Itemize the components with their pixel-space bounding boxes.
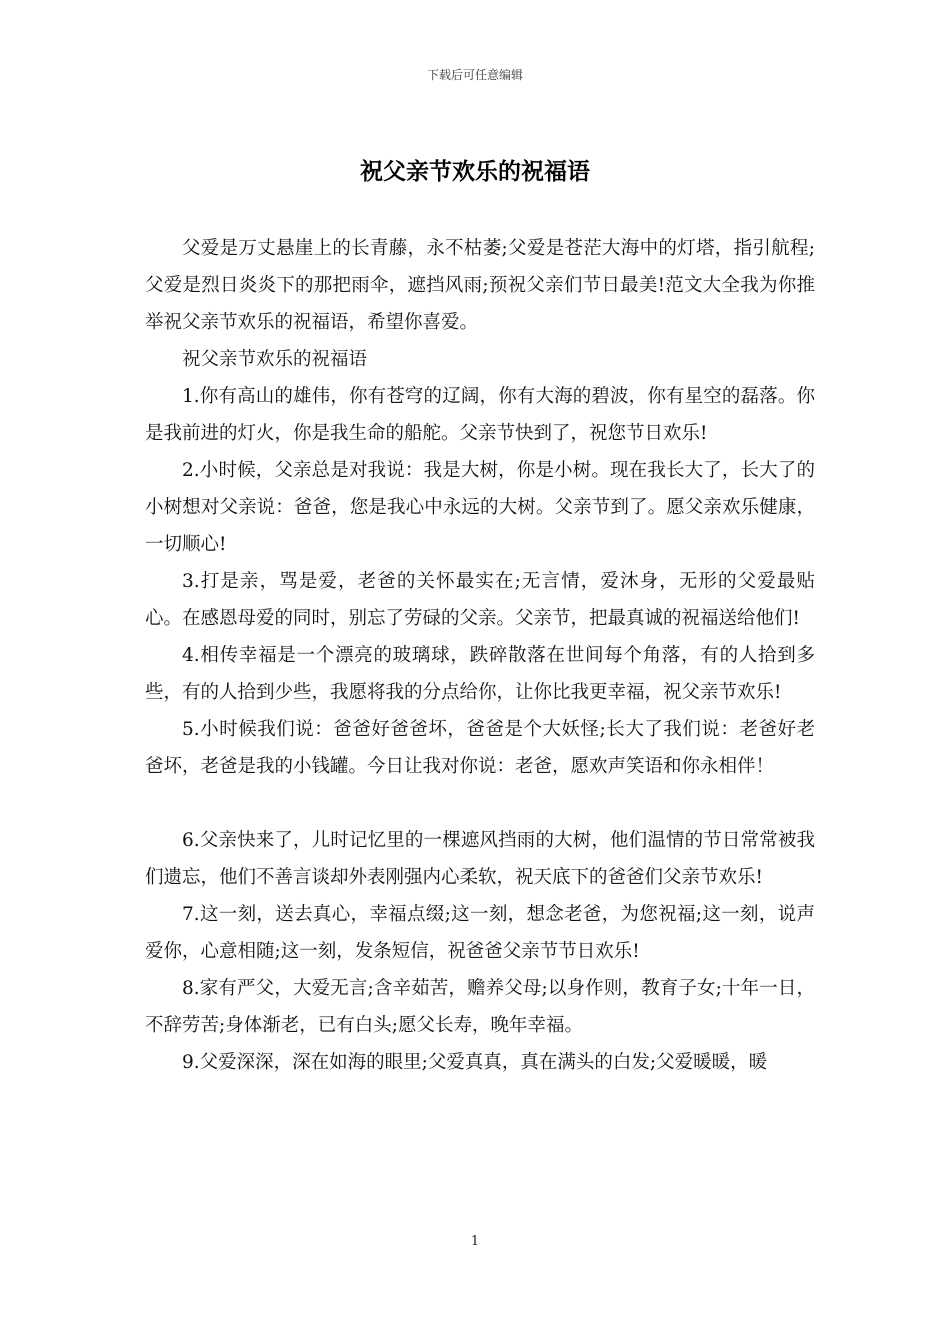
- blessing-item-7: 7.这一刻，送去真心，幸福点缀;这一刻，想念老爸，为您祝福;这一刻，说声爱你，心意相随;这一刻，发条短信，祝爸爸父亲节节日欢乐!: [145, 904, 815, 962]
- document-body: [145, 230, 815, 1081]
- blessing-item-8: 8.家有严父，大爱无言;含辛茹苦，赡养父母;以身作则，教育子女;十年一日，不辞劳苦;身体渐老，已有白头;愿父长寿，晚年幸福。: [145, 978, 815, 1036]
- intro-paragraph: 父爱是万丈悬崖上的长青藤，永不枯萎;父爱是苍茫大海中的灯塔，指引航程;父爱是烈日炎炎下的那把雨伞，遮挡风雨;预祝父亲们节日最美!范文大全我为你推举祝父亲节欢乐的祝福语，希望你喜爱。: [145, 238, 815, 333]
- section-heading: 祝父亲节欢乐的祝福语: [182, 349, 368, 370]
- blessing-item-9: 9.父爱深深，深在如海的眼里;父爱真真，真在满头的白发;父爱暖暖，暖: [182, 1052, 768, 1073]
- page-number: 1: [470, 1234, 480, 1249]
- blessing-item-4: 4.相传幸福是一个漂亮的玻璃球，跌碎散落在世间每个角落，有的人拾到多些，有的人拾到少些，我愿将我的分点给你，让你比我更幸福，祝父亲节欢乐!: [145, 645, 815, 703]
- blessing-item-6: 6.父亲快来了，儿时记忆里的一棵遮风挡雨的大树，他们温情的节日常常被我们遗忘，他们不善言谈却外表刚强内心柔软，祝天底下的爸爸们父亲节欢乐!: [145, 830, 815, 888]
- blessing-item-5: 5.小时候我们说：爸爸好爸爸坏，爸爸是个大妖怪;长大了我们说：老爸好老爸坏，老爸是我的小钱罐。今日让我对你说：老爸，愿欢声笑语和你永相伴！: [145, 719, 815, 777]
- document-title: 祝父亲节欢乐的祝福语: [360, 159, 590, 185]
- blessing-item-2: 2.小时候，父亲总是对我说：我是大树，你是小树。现在我长大了，长大了的小树想对父亲说：爸爸，您是我心中永远的大树。父亲节到了。愿父亲欢乐健康，一切顺心!: [145, 460, 815, 555]
- blessing-item-1: 1.你有高山的雄伟，你有苍穹的辽阔，你有大海的碧波，你有星空的磊落。你是我前进的灯火，你是我生命的船舵。父亲节快到了，祝您节日欢乐!: [145, 386, 815, 444]
- blessing-item-3: 3.打是亲，骂是爱，老爸的关怀最实在;无言情，爱沐身，无形的父爱最贴心。在感恩母爱的同时，别忘了劳碌的父亲。父亲节，把最真诚的祝福送给他们!: [145, 571, 815, 629]
- page-header: 下载后可任意编辑: [426, 68, 523, 82]
